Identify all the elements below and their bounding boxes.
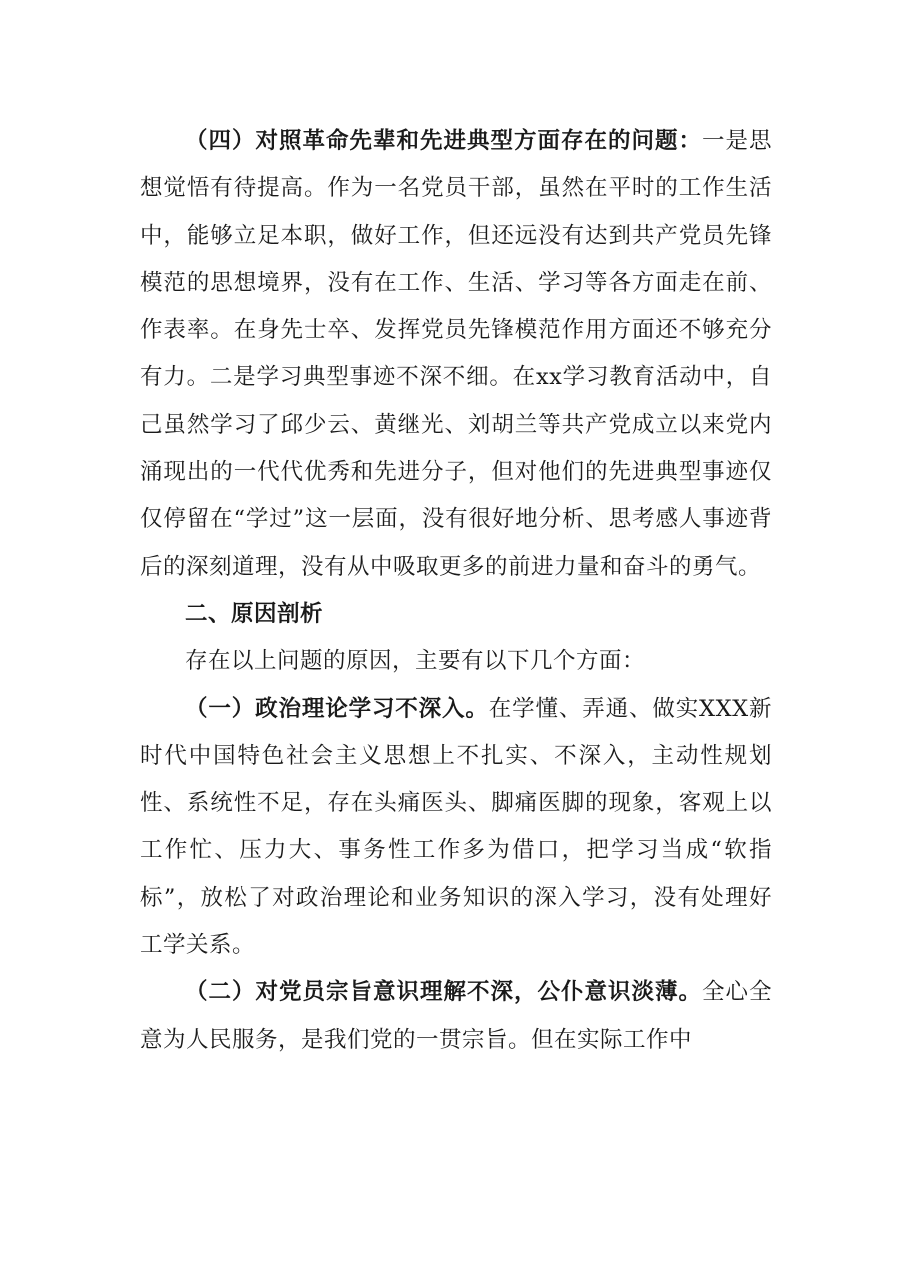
paragraph-cause-two	[140, 969, 772, 1064]
paragraph-text: 一是思想觉悟有待提高。作为一名党员干部，虽然在平时的工作生活中，能够立足本职，做好工作，但还远没有达到共产党员先锋模范的思想境界，没有在工作、生活、学习等各方面走在前、作表率。在身先士卒、发挥党员先锋模范作用方面还不够充分有力。二是学习典型事迹不深不细。在xx学习教育活动中，自己虽然学习了邱少云、黄继光、刘胡兰等共产党成立以来党内涌现出的一代代优秀和先进分子，但对他们的先进典型事迹仅仅停留在“学过”这一层面，没有很好地分析、思考感人事迹背后的深刻道理，没有从中吸取更多的前进力量和奋斗的勇气。	[140, 128, 772, 580]
paragraph-text: 在学懂、弄通、做实XXX新时代中国特色社会主义思想上不扎实、不深入，主动性规划性、系统性不足，存在头痛医头、脚痛医脚的现象，客观上以工作忙、压力大、事务性工作多为借口，把学习当成“软指标”，放松了对政治理论和业务知识的深入学习，没有处理好工学关系。	[140, 695, 772, 959]
paragraph-text: 全心全意为人民服务，是我们党的一贯宗旨。但在实际工作中	[140, 979, 772, 1053]
paragraph-cause-one	[140, 686, 772, 970]
document-body	[140, 118, 772, 1064]
section-heading-cause-analysis: 二、原因剖析	[185, 600, 324, 627]
paragraph-lead-bold: （二）对党员宗旨意识理解不深，公仆意识淡薄。	[185, 979, 702, 1006]
paragraph-intro: 存在以上问题的原因，主要有以下几个方面：	[185, 648, 646, 675]
paragraph-problem-four	[140, 118, 772, 591]
paragraph-lead-bold: （四）对照革命先辈和先进典型方面存在的问题：	[185, 128, 702, 154]
paragraph-lead-bold: （一）政治理论学习不深入。	[185, 695, 489, 722]
